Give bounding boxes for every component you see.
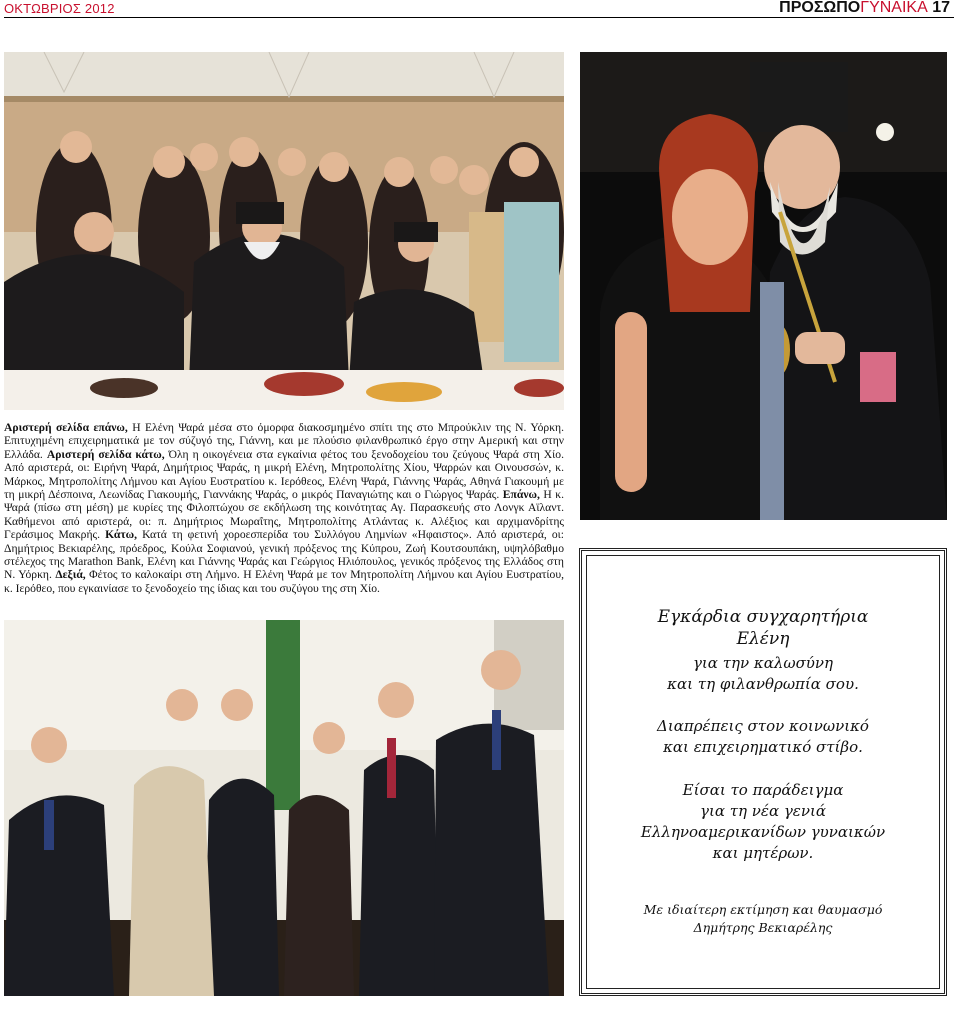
photo-hephaestus-dance xyxy=(4,620,564,996)
tribute-line-4: και τη φιλανθρωπία σου. xyxy=(667,675,859,693)
tribute-line-6: και επιχειρηματικό στίβο. xyxy=(663,738,863,756)
caption-text-3: Η κ. Ψαρά (πίσω στη μέση) με κυρίες της Φιλοπτώχου σε εκδήλωση της κοινότητας Αγ. Παρασκευής στο Λονγκ Αϊλαντ. Καθήμενοι από αριστερά, οι: π. Δημήτριος Μωραΐτης, Μητροπολίτης Ατλάντας κ. Αλέξιος και αρχιμανδρίτης Γεράσιμος Μακρής. xyxy=(4,488,564,542)
photo-philoptochos-group xyxy=(4,52,564,410)
caption-text-5: Φέτος το καλοκαίρι στη Λήμνο. Η Ελένη Ψαρά με τον Μητροπολίτη Λήμνου και Αγίου Ευστρατίου, κ. Ιερόθεο, που εγκαινίασε το ξενοδοχείο της ίδιας και του συζύγου της στη Χίο. xyxy=(4,568,564,595)
issue-date: ΟΚΤΩΒΡΙΟΣ 2012 xyxy=(4,1,115,16)
page-header xyxy=(0,0,960,18)
tribute-heading: Εγκάρδια συγχαρητήρια xyxy=(657,607,869,627)
section-title xyxy=(779,0,950,17)
caption-label-3: Επάνω, xyxy=(502,488,540,502)
tribute-name: Ελένη xyxy=(736,629,790,649)
tribute-line-3: για την καλωσύνη xyxy=(692,654,834,672)
tribute-signature: Δημήτρης Βεκιαρέλης xyxy=(693,920,833,935)
caption-label-2: Αριστερή σελίδα κάτω, xyxy=(46,447,165,461)
tribute-line-8: για τη νέα γενιά xyxy=(699,802,826,820)
tribute-box xyxy=(579,548,947,996)
caption-text-1: Η Ελένη Ψαρά μέσα στο όμορφα διακοσμημένο σπίτι της στο Μπρούκλιν της Ν. Υόρκη. Επιτυχημένη επιχειρηματικά με τον σύζυγό της, Γιάννη, και με πλούσιο φιλανθρωπικό έργο στην Αμερική και στην Ελλάδα. xyxy=(4,421,564,461)
caption-label-5: Δεξιά, xyxy=(55,568,86,582)
caption-label-4: Κάτω, xyxy=(105,528,138,542)
tribute-line-9: Ελληνοαμερικανίδων γυναικών xyxy=(640,823,886,841)
caption-label-1: Αριστερή σελίδα επάνω, xyxy=(4,421,128,434)
photo-caption xyxy=(4,421,564,595)
tribute-line-10: και μητέρων. xyxy=(712,844,814,862)
tribute-line-5: Διαπρέπεις στον κοινωνικό xyxy=(657,717,869,735)
tribute-line-7: Είσαι το παράδειγμα xyxy=(682,781,844,799)
caption-text-4: Κατά τη φετινή χοροεσπερίδα του Συλλόγου Λημνίων «Ηφαιστος». Από αριστερά, οι: Δημήτριος Βεκιαρέλης, πρόεδρος, Κούλα Σοφιανού, γενική πρόξενος της Κύπρου, Ζωή Κουτσουπάκη, υψηλόβαθμο στέλεχος της Marathon Bank, Ελένη και Γιάννης Ψαράς και Γεώργιος Ηλιόπουλος, γενικός πρόξενος της Ελλάδος στη Ν. Υόρκη. xyxy=(4,528,564,582)
caption-text-2: Όλη η οικογένεια στα εγκαίνια φέτος του ξενοδοχείου του ζεύγους Ψαρά στη Χίο. Από αριστερά, οι: Ειρήνη Ψαρά, Δημήτριος Ψαράς, η μικρή Ελένη, Μητροπολίτης Χίου, Ψαρρών και Οινουσσών, κ. Μάρκος, Μητροπολίτης Λήμνου και Αγίου Ευστρατίου κ. Ιερόθεος, Ελένη Ψαρά, Γιάννης Ψαράς, Αθηνά Γιακουμή με τη μικρή Δέσποινα, Λεωνίδας Γιακουμής, Γιαννάκης Ψαράς, ο μικρός Παναγιώτης και ο Γιώργος Ψαράς. xyxy=(4,447,564,502)
header-rule xyxy=(4,17,954,18)
section-title-bold: ΠΡΟΣΩΠΟ xyxy=(779,0,861,16)
photo-lemnos-metropolitan xyxy=(580,52,947,520)
tribute-signoff: Με ιδιαίτερη εκτίμηση και θαυμασμό xyxy=(643,902,883,917)
page-number: 17 xyxy=(932,0,950,16)
section-title-rest: ΓΥΝΑΙΚΑ xyxy=(860,0,928,16)
